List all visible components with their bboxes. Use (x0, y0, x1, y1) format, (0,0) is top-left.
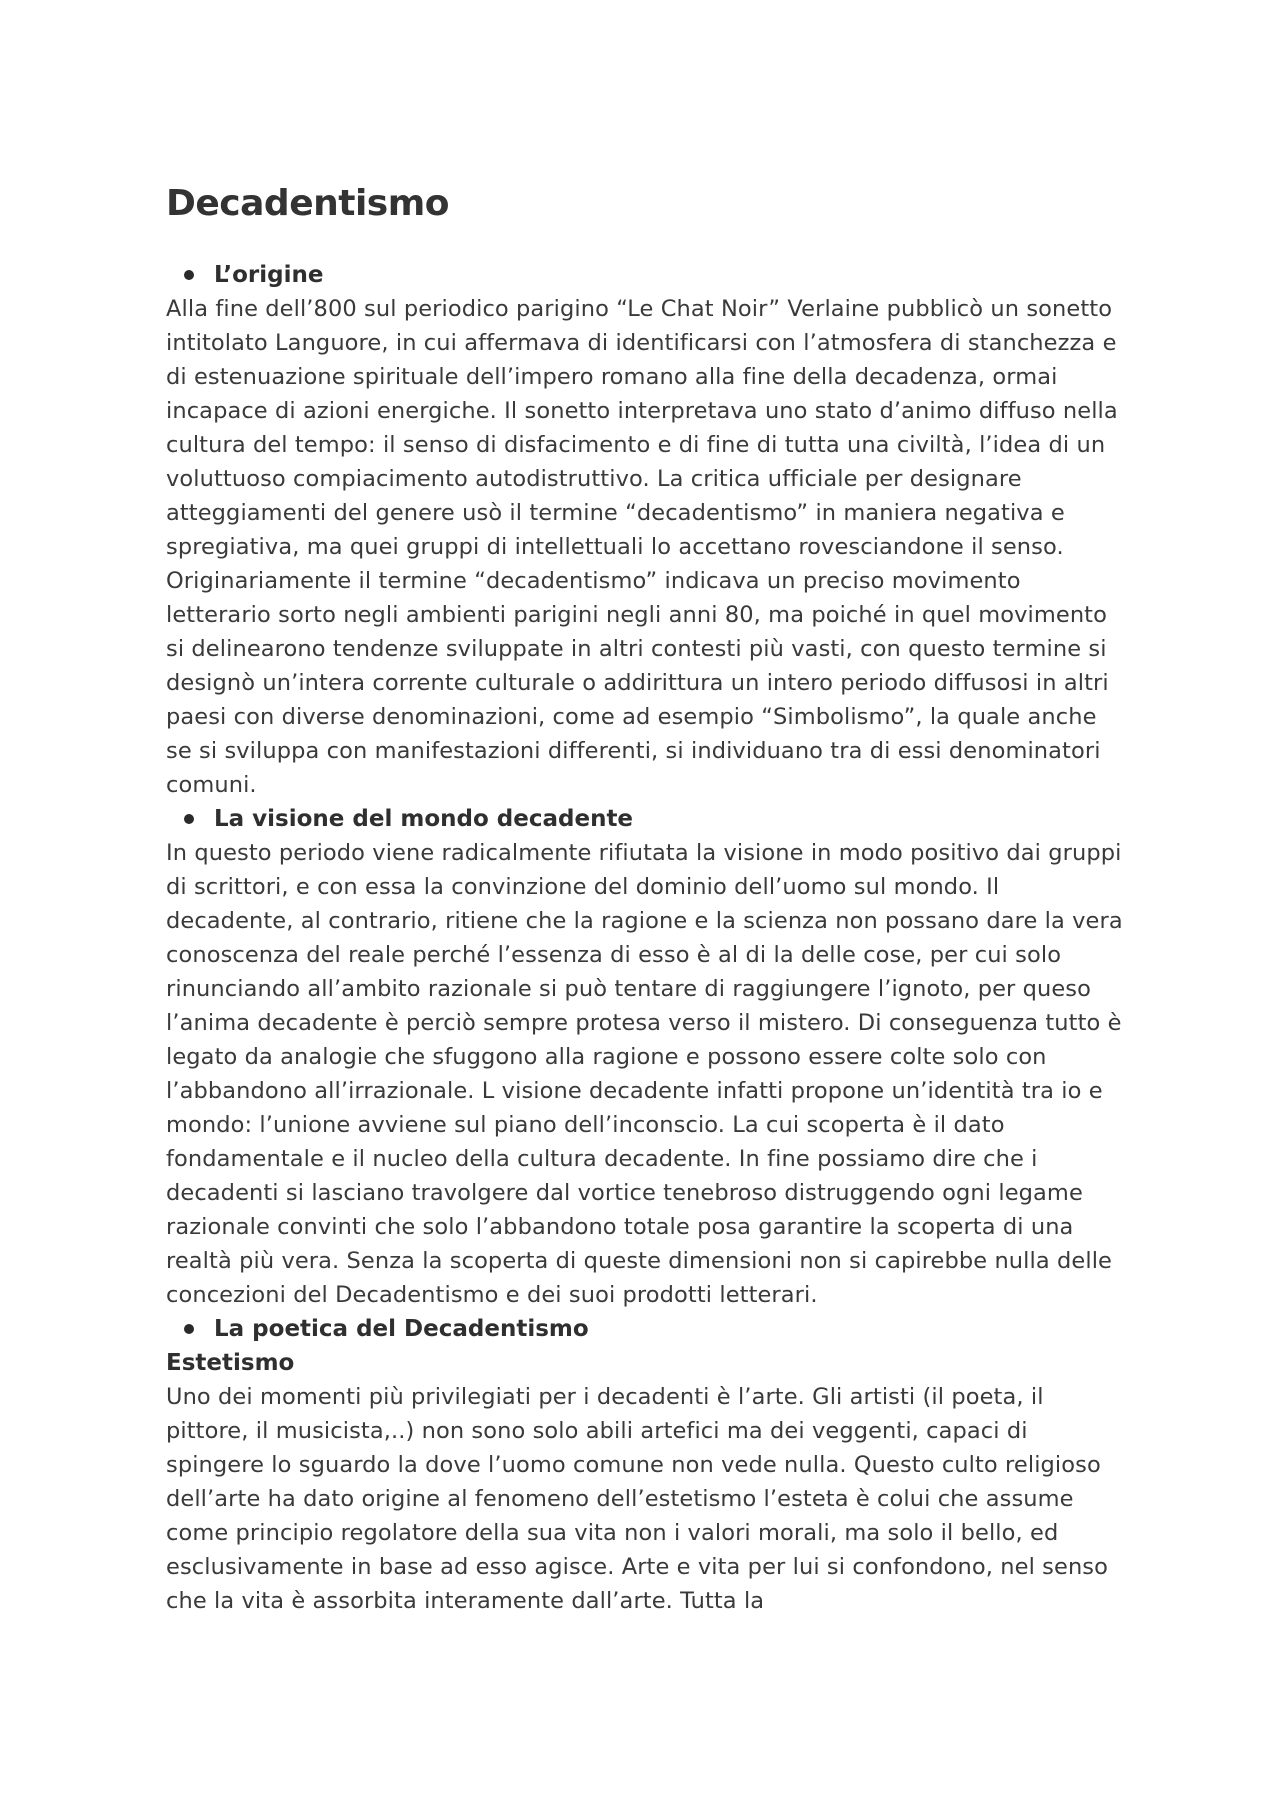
bullet-icon (184, 814, 194, 824)
section-heading-text: L’origine (214, 262, 324, 288)
section-origine (166, 258, 1126, 802)
document-title: Decadentismo (166, 183, 449, 224)
section-body: Alla fine dell’800 sul periodico parigino “Le Chat Noir” Verlaine pubblicò un sonetto intitolato Languore, in cui affermava di identificarsi con l’atmosfera di stanchezza e di estenuazione spirituale dell’impero romano alla fine della decadenza, ormai incapace di azioni energiche. Il sonetto interpretava uno stato d’animo diffuso nella cultura del tempo: il senso di disfacimento e di fine di tutta una civiltà, l’idea di un voluttuoso compiacimento autodistruttivo. La critica ufficiale per designare atteggiamenti del genere usò il termine “decadentismo” in maniera negativa e spregiativa, ma quei gruppi di intellettuali lo accettano rovesciandone il senso. Originariamente il termine “decadentismo” indicava un preciso movimento letterario sorto negli ambienti parigini negli anni 80, ma poiché in quel movimento si delinearono tendenze sviluppate in altri contesti più vasti, con questo termine si designò un’intera corrente culturale o addirittura un intero periodo diffusosi in altri paesi con diverse denominazioni, come ad esempio “Simbolismo”, la quale anche se si sviluppa con manifestazioni differenti, si individuano tra di essi denominatori comuni. (166, 296, 1118, 798)
section-heading (166, 258, 1126, 292)
section-body: In questo periodo viene radicalmente rifiutata la visione in modo positivo dai gruppi di scrittori, e con essa la convinzione del dominio dell’uomo sul mondo. Il decadente, al contrario, ritiene che la ragione e la scienza non possano dare la vera conoscenza del reale perché l’essenza di esso è al di la delle cose, per cui solo rinunciando all’ambito razionale si può tentare di raggiungere l’ignoto, per queso l’anima decadente è perciò sempre protesa verso il mistero. Di conseguenza tutto è legato da analogie che sfuggono alla ragione e possono essere colte solo con l’abbandono all’irrazionale. L visione decadente infatti propone un’identità tra io e mondo: l’unione avviene sul piano dell’inconscio. La cui scoperta è il dato fondamentale e il nucleo della cultura decadente. In fine possiamo dire che i decadenti si lasciano travolgere dal vortice tenebroso distruggendo ogni legame razionale convinti che solo l’abbandono totale posa garantire la scoperta di una realtà più vera. Senza la scoperta di queste dimensioni non si capirebbe nulla delle concezioni del Decadentismo e dei suoi prodotti letterari. (166, 840, 1123, 1308)
bullet-icon (184, 1324, 194, 1334)
bullet-icon (184, 270, 194, 280)
section-poetica (166, 1312, 1126, 1618)
section-body: Uno dei momenti più privilegiati per i decadenti è l’arte. Gli artisti (il poeta, il pittore, il musicista,..) non sono solo abili artefici ma dei veggenti, capaci di spingere lo sguardo la dove l’uomo comune non vede nulla. Questo culto religioso dell’arte ha dato origine al fenomeno dell’estetismo l’esteta è colui che assume come principio regolatore della sua vita non i valori morali, ma solo il bello, ed esclusivamente in base ad esso agisce. Arte e vita per lui si confondono, nel senso che la vita è assorbita interamente dall’arte. Tutta la (166, 1384, 1108, 1614)
section-heading (166, 1312, 1126, 1346)
section-heading-text: La poetica del Decadentismo (214, 1316, 589, 1342)
section-heading-text: La visione del mondo decadente (214, 806, 634, 832)
document-page (166, 180, 1126, 1618)
section-subheading: Estetismo (166, 1350, 295, 1376)
section-heading (166, 802, 1126, 836)
section-visione (166, 802, 1126, 1312)
